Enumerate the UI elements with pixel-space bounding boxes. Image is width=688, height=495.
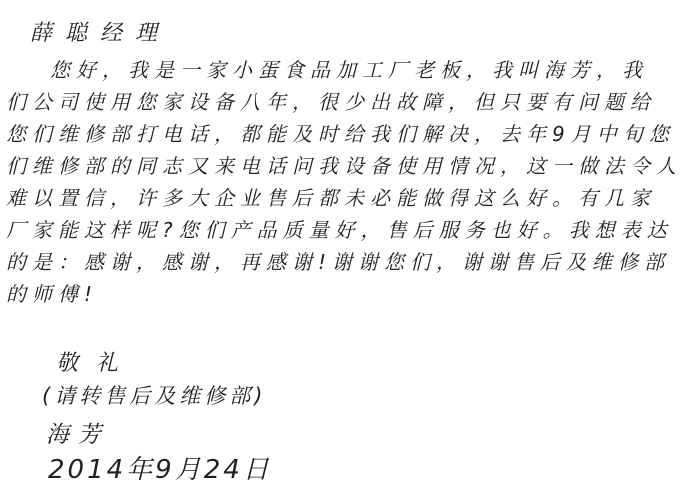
routing-note-line: (请转售后及维修部) <box>42 384 267 408</box>
body-line: 们公司使用您家设备八年，很少出故障，但只要有问题给 <box>6 90 656 114</box>
body-line: 您们维修部打电话，都能及时给我们解决，去年9月中旬您 <box>6 122 675 146</box>
body-line: 们维修部的同志又来电话问我设备使用情况，这一做法令人 <box>6 154 682 178</box>
body-line: 的是：感谢，感谢，再感谢!谢谢您们，谢谢售后及维修部 <box>6 250 671 274</box>
signature-line: 海芳 <box>46 422 110 448</box>
letter-body <box>6 54 688 310</box>
body-line: 难以置信，许多大企业售后都未必能做得这么好。有几家 <box>6 186 656 210</box>
body-line: 的师傅! <box>6 282 99 306</box>
closing-line: 敬礼 <box>56 351 137 376</box>
salutation-line: 薛聪经理 <box>30 21 171 46</box>
body-line: 您好，我是一家小蛋食品加工厂老板，我叫海芳，我 <box>50 58 648 82</box>
body-line: 厂家能这样呢?您们产品质量好，售后服务也好。我想表达 <box>6 218 673 242</box>
date-line: 2014年9月24日 <box>48 455 272 485</box>
